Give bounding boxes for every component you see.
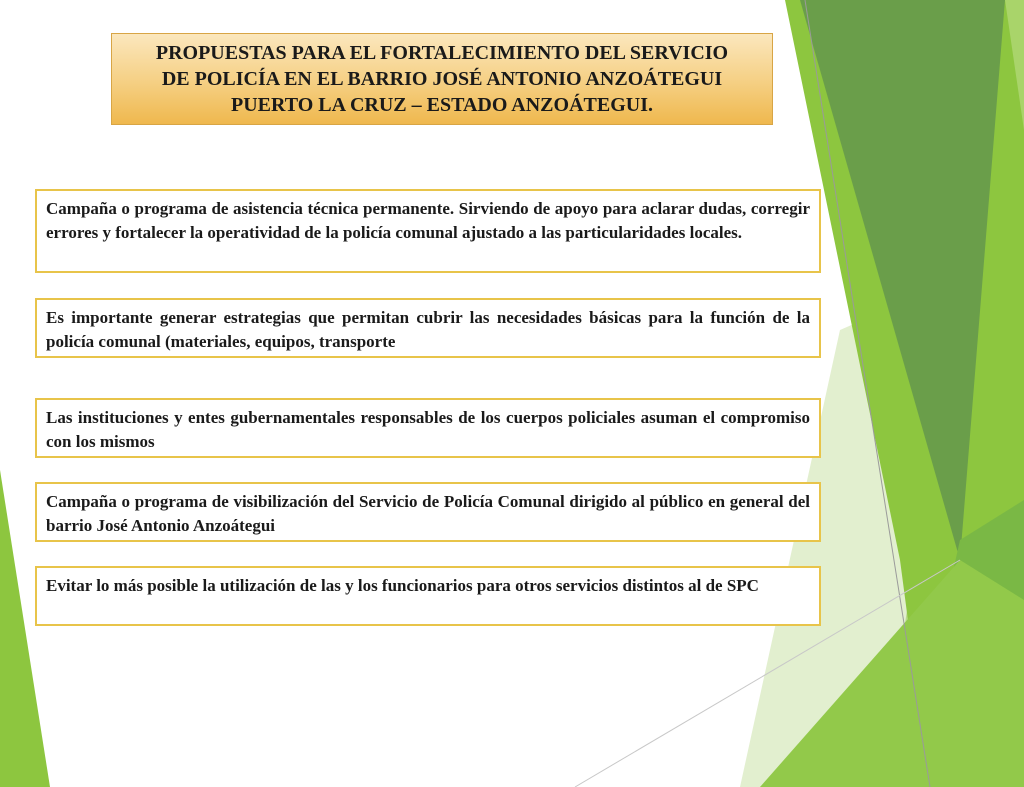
- proposal-text: Campaña o programa de visibilización del Servicio de Policía Comunal dirigido al público en general del barrio José Antonio Anzoátegui: [46, 492, 810, 535]
- proposal-text: Las instituciones y entes gubernamentales responsables de los cuerpos policiales asuman el compromiso con los mismos: [46, 408, 810, 451]
- proposal-text: Evitar lo más posible la utilización de las y los funcionarios para otros servicios distintos al de SPC: [46, 576, 759, 595]
- proposal-text: Campaña o programa de asistencia técnica permanente. Sirviendo de apoyo para aclarar dudas, corregir errores y fortalecer la operatividad de la policía comunal ajustado a las particularidades locales.: [46, 199, 810, 242]
- proposal-card-5: [35, 566, 821, 626]
- title-banner: [111, 33, 773, 125]
- proposal-card-3: [35, 398, 821, 458]
- title-line-3: PUERTO LA CRUZ – ESTADO ANZOÁTEGUI.: [231, 94, 653, 116]
- proposal-card-2: [35, 298, 821, 358]
- proposal-card-1: [35, 189, 821, 273]
- title-line-1: PROPUESTAS PARA EL FORTALECIMIENTO DEL SERVICIO: [155, 42, 729, 64]
- proposal-card-4: [35, 482, 821, 542]
- title-line-2: DE POLICÍA EN EL BARRIO JOSÉ ANTONIO ANZOÁTEGUI: [161, 68, 723, 90]
- page-title: [146, 40, 738, 118]
- proposal-text: Es importante generar estrategias que permitan cubrir las necesidades básicas para la función de la policía comunal (materiales, equipos, transporte: [46, 308, 810, 351]
